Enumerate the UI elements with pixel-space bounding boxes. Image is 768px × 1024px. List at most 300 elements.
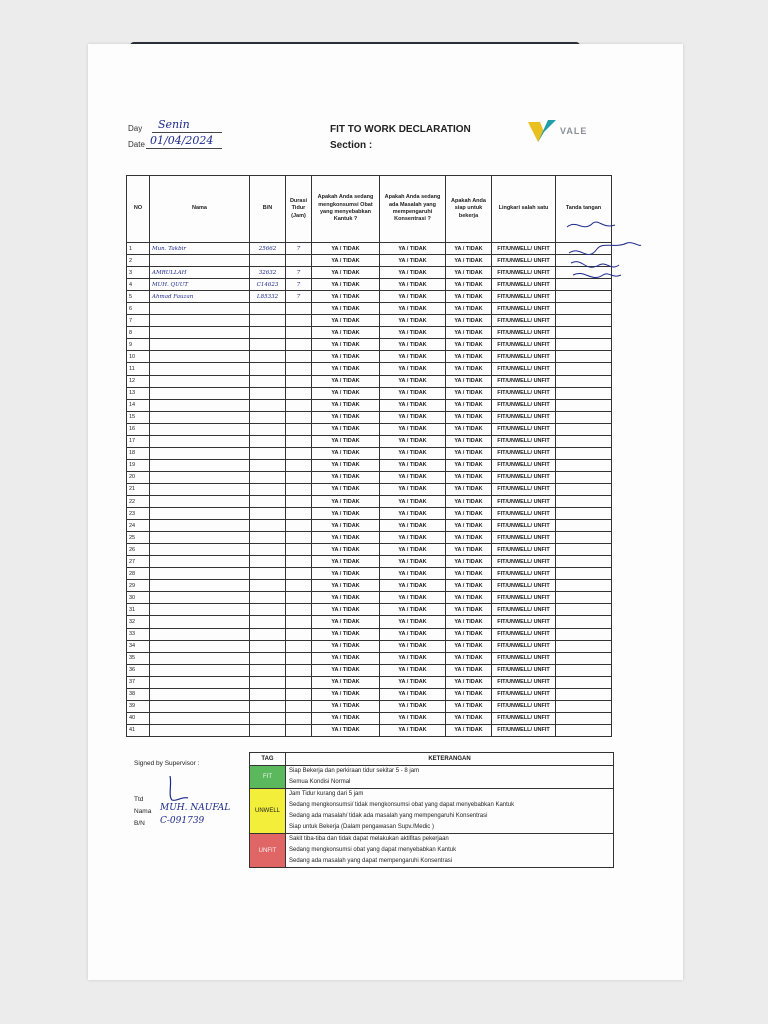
row-nama [150, 568, 250, 580]
supervisor-name-label: Nama [134, 808, 152, 815]
row-durasi: 7 [286, 291, 312, 303]
row-number: 4 [127, 279, 150, 291]
row-durasi [286, 664, 312, 676]
row-status-choice: FIT/UNWELL/ UNFIT [492, 279, 556, 291]
row-durasi [286, 700, 312, 712]
row-nama [150, 520, 250, 532]
row-obat-answer: YA / TIDAK [312, 243, 380, 255]
row-number: 23 [127, 508, 150, 520]
row-bn [250, 447, 286, 459]
row-masalah-answer: YA / TIDAK [380, 291, 446, 303]
row-bn [250, 700, 286, 712]
row-obat-answer: YA / TIDAK [312, 471, 380, 483]
row-siap-answer: YA / TIDAK [446, 303, 492, 315]
row-nama [150, 640, 250, 652]
row-nama [150, 592, 250, 604]
row-number: 32 [127, 616, 150, 628]
row-signature [556, 447, 612, 459]
row-status-choice: FIT/UNWELL/ UNFIT [492, 291, 556, 303]
row-durasi [286, 375, 312, 387]
row-siap-answer: YA / TIDAK [446, 580, 492, 592]
row-durasi [286, 363, 312, 375]
row-bn [250, 255, 286, 267]
row-nama: AMRULLAH [150, 267, 250, 279]
row-obat-answer: YA / TIDAK [312, 483, 380, 495]
row-number: 25 [127, 532, 150, 544]
row-number: 17 [127, 435, 150, 447]
row-siap-answer: YA / TIDAK [446, 327, 492, 339]
supervisor-bn-label: B/N [134, 820, 145, 827]
row-masalah-answer: YA / TIDAK [380, 508, 446, 520]
table-row [127, 616, 612, 628]
legend-line: Sakit tiba-tiba dan tidak dapat melakukan aktifitas pekerjaan [289, 836, 449, 842]
row-nama [150, 483, 250, 495]
row-bn [250, 351, 286, 363]
row-siap-answer: YA / TIDAK [446, 459, 492, 471]
supervisor-name-value: MUH. NAUFAL [160, 803, 231, 813]
row-nama [150, 508, 250, 520]
row-number: 21 [127, 483, 150, 495]
row-status-choice: FIT/UNWELL/ UNFIT [492, 556, 556, 568]
row-siap-answer: YA / TIDAK [446, 339, 492, 351]
row-number: 35 [127, 652, 150, 664]
row-masalah-answer: YA / TIDAK [380, 447, 446, 459]
row-number: 5 [127, 291, 150, 303]
row-status-choice: FIT/UNWELL/ UNFIT [492, 640, 556, 652]
legend-tag-fit: FIT [250, 766, 286, 789]
row-status-choice: FIT/UNWELL/ UNFIT [492, 399, 556, 411]
row-siap-answer: YA / TIDAK [446, 387, 492, 399]
row-siap-answer: YA / TIDAK [446, 688, 492, 700]
row-status-choice: FIT/UNWELL/ UNFIT [492, 459, 556, 471]
row-durasi: 7 [286, 279, 312, 291]
legend-row [250, 789, 614, 834]
row-obat-answer: YA / TIDAK [312, 628, 380, 640]
row-signature [556, 712, 612, 724]
row-bn [250, 616, 286, 628]
legend-line: Jam Tidur kurang dari 5 jam [289, 791, 364, 797]
row-number: 20 [127, 471, 150, 483]
row-obat-answer: YA / TIDAK [312, 616, 380, 628]
row-nama [150, 700, 250, 712]
row-masalah-answer: YA / TIDAK [380, 724, 446, 736]
row-nama [150, 664, 250, 676]
row-bn [250, 411, 286, 423]
row-status-choice: FIT/UNWELL/ UNFIT [492, 495, 556, 507]
row-bn [250, 676, 286, 688]
signature-scribbles [563, 219, 643, 289]
row-bn [250, 556, 286, 568]
row-masalah-answer: YA / TIDAK [380, 339, 446, 351]
row-signature [556, 508, 612, 520]
row-nama: Ahmad Fauzan [150, 291, 250, 303]
row-masalah-answer: YA / TIDAK [380, 411, 446, 423]
table-header-row [127, 176, 612, 243]
row-obat-answer: YA / TIDAK [312, 604, 380, 616]
row-durasi [286, 544, 312, 556]
row-status-choice: FIT/UNWELL/ UNFIT [492, 267, 556, 279]
row-durasi [286, 387, 312, 399]
row-signature [556, 556, 612, 568]
row-durasi [286, 423, 312, 435]
row-bn [250, 580, 286, 592]
row-durasi [286, 688, 312, 700]
row-signature [556, 291, 612, 303]
row-status-choice: FIT/UNWELL/ UNFIT [492, 604, 556, 616]
row-number: 27 [127, 556, 150, 568]
row-number: 13 [127, 387, 150, 399]
legend-description [286, 789, 614, 834]
table-row [127, 291, 612, 303]
day-underline [152, 132, 222, 133]
row-siap-answer: YA / TIDAK [446, 652, 492, 664]
row-durasi [286, 339, 312, 351]
date-underline [146, 148, 222, 149]
ttd-label: Ttd [134, 796, 144, 803]
row-obat-answer: YA / TIDAK [312, 399, 380, 411]
row-number: 37 [127, 676, 150, 688]
table-row [127, 712, 612, 724]
row-siap-answer: YA / TIDAK [446, 471, 492, 483]
row-masalah-answer: YA / TIDAK [380, 243, 446, 255]
legend-tag-header: TAG [250, 753, 286, 766]
row-signature [556, 628, 612, 640]
row-status-choice: FIT/UNWELL/ UNFIT [492, 339, 556, 351]
row-signature [556, 520, 612, 532]
row-durasi [286, 568, 312, 580]
col-header: Tanda tangan [556, 176, 612, 243]
row-signature [556, 375, 612, 387]
row-number: 39 [127, 700, 150, 712]
row-obat-answer: YA / TIDAK [312, 508, 380, 520]
row-status-choice: FIT/UNWELL/ UNFIT [492, 411, 556, 423]
row-masalah-answer: YA / TIDAK [380, 568, 446, 580]
table-row [127, 580, 612, 592]
row-obat-answer: YA / TIDAK [312, 544, 380, 556]
table-row [127, 652, 612, 664]
row-nama [150, 351, 250, 363]
row-siap-answer: YA / TIDAK [446, 676, 492, 688]
row-obat-answer: YA / TIDAK [312, 435, 380, 447]
row-status-choice: FIT/UNWELL/ UNFIT [492, 664, 556, 676]
row-siap-answer: YA / TIDAK [446, 315, 492, 327]
row-nama [150, 628, 250, 640]
legend-description [286, 834, 614, 868]
row-signature [556, 483, 612, 495]
table-row [127, 508, 612, 520]
row-siap-answer: YA / TIDAK [446, 279, 492, 291]
row-masalah-answer: YA / TIDAK [380, 267, 446, 279]
row-masalah-answer: YA / TIDAK [380, 592, 446, 604]
row-durasi [286, 411, 312, 423]
row-signature [556, 339, 612, 351]
row-masalah-answer: YA / TIDAK [380, 520, 446, 532]
row-durasi [286, 255, 312, 267]
row-obat-answer: YA / TIDAK [312, 676, 380, 688]
row-obat-answer: YA / TIDAK [312, 556, 380, 568]
legend-keterangan-header: KETERANGAN [286, 753, 614, 766]
row-siap-answer: YA / TIDAK [446, 483, 492, 495]
row-signature [556, 351, 612, 363]
row-siap-answer: YA / TIDAK [446, 423, 492, 435]
row-durasi [286, 435, 312, 447]
row-masalah-answer: YA / TIDAK [380, 279, 446, 291]
table-row [127, 303, 612, 315]
row-nama [150, 327, 250, 339]
row-obat-answer: YA / TIDAK [312, 580, 380, 592]
table-row [127, 568, 612, 580]
row-signature [556, 363, 612, 375]
table-row [127, 315, 612, 327]
row-nama [150, 495, 250, 507]
supervisor-signature [164, 774, 194, 804]
row-nama [150, 423, 250, 435]
row-bn [250, 375, 286, 387]
row-masalah-answer: YA / TIDAK [380, 640, 446, 652]
table-row [127, 700, 612, 712]
row-siap-answer: YA / TIDAK [446, 267, 492, 279]
table-row [127, 375, 612, 387]
row-number: 28 [127, 568, 150, 580]
row-obat-answer: YA / TIDAK [312, 592, 380, 604]
row-obat-answer: YA / TIDAK [312, 532, 380, 544]
row-siap-answer: YA / TIDAK [446, 399, 492, 411]
col-header: B/N [250, 176, 286, 243]
row-nama [150, 532, 250, 544]
table-row [127, 544, 612, 556]
row-masalah-answer: YA / TIDAK [380, 556, 446, 568]
row-durasi: 7 [286, 243, 312, 255]
row-obat-answer: YA / TIDAK [312, 315, 380, 327]
row-status-choice: FIT/UNWELL/ UNFIT [492, 652, 556, 664]
row-masalah-answer: YA / TIDAK [380, 303, 446, 315]
row-number: 11 [127, 363, 150, 375]
row-masalah-answer: YA / TIDAK [380, 459, 446, 471]
table-row [127, 640, 612, 652]
row-nama [150, 676, 250, 688]
table-row [127, 447, 612, 459]
row-durasi [286, 399, 312, 411]
row-number: 30 [127, 592, 150, 604]
row-status-choice: FIT/UNWELL/ UNFIT [492, 447, 556, 459]
row-nama [150, 652, 250, 664]
row-number: 2 [127, 255, 150, 267]
table-row [127, 279, 612, 291]
row-durasi [286, 640, 312, 652]
row-bn: 32632 [250, 267, 286, 279]
table-row [127, 435, 612, 447]
legend-row [250, 834, 614, 868]
row-durasi [286, 676, 312, 688]
row-number: 22 [127, 495, 150, 507]
table-row [127, 532, 612, 544]
declaration-sheet [88, 44, 683, 980]
row-nama [150, 255, 250, 267]
row-obat-answer: YA / TIDAK [312, 724, 380, 736]
row-masalah-answer: YA / TIDAK [380, 664, 446, 676]
table-row [127, 411, 612, 423]
row-nama [150, 387, 250, 399]
row-bn [250, 327, 286, 339]
row-obat-answer: YA / TIDAK [312, 363, 380, 375]
row-obat-answer: YA / TIDAK [312, 459, 380, 471]
row-nama [150, 724, 250, 736]
row-bn [250, 544, 286, 556]
row-siap-answer: YA / TIDAK [446, 351, 492, 363]
table-row [127, 255, 612, 267]
row-obat-answer: YA / TIDAK [312, 568, 380, 580]
row-nama [150, 604, 250, 616]
row-siap-answer: YA / TIDAK [446, 556, 492, 568]
row-durasi [286, 315, 312, 327]
row-number: 8 [127, 327, 150, 339]
row-masalah-answer: YA / TIDAK [380, 676, 446, 688]
row-status-choice: FIT/UNWELL/ UNFIT [492, 580, 556, 592]
row-status-choice: FIT/UNWELL/ UNFIT [492, 255, 556, 267]
row-durasi [286, 580, 312, 592]
row-bn [250, 592, 286, 604]
row-obat-answer: YA / TIDAK [312, 387, 380, 399]
row-number: 1 [127, 243, 150, 255]
row-signature [556, 676, 612, 688]
row-durasi [286, 532, 312, 544]
row-bn [250, 628, 286, 640]
table-row [127, 688, 612, 700]
day-value: Senin [158, 118, 190, 131]
row-signature [556, 387, 612, 399]
legend-line: Sedang mengkonsumsi/ tidak mengkonsumsi obat yang dapat menyebabkan Kantuk [289, 802, 515, 808]
row-masalah-answer: YA / TIDAK [380, 375, 446, 387]
row-signature [556, 459, 612, 471]
row-bn [250, 399, 286, 411]
col-header: Apakah Anda sedang mengkonsumsi Obat yang menyebabkan Kantuk ? [312, 176, 380, 243]
row-masalah-answer: YA / TIDAK [380, 700, 446, 712]
row-masalah-answer: YA / TIDAK [380, 435, 446, 447]
col-header: Apakah Anda siap untuk bekerja [446, 176, 492, 243]
row-number: 18 [127, 447, 150, 459]
row-bn [250, 435, 286, 447]
row-status-choice: FIT/UNWELL/ UNFIT [492, 375, 556, 387]
row-siap-answer: YA / TIDAK [446, 532, 492, 544]
col-header: Lingkari salah satu [492, 176, 556, 243]
legend-table [249, 752, 614, 868]
row-number: 3 [127, 267, 150, 279]
row-obat-answer: YA / TIDAK [312, 327, 380, 339]
row-status-choice: FIT/UNWELL/ UNFIT [492, 616, 556, 628]
row-signature [556, 327, 612, 339]
row-status-choice: FIT/UNWELL/ UNFIT [492, 628, 556, 640]
row-nama [150, 435, 250, 447]
table-row [127, 459, 612, 471]
row-obat-answer: YA / TIDAK [312, 411, 380, 423]
row-durasi [286, 495, 312, 507]
row-signature [556, 423, 612, 435]
row-status-choice: FIT/UNWELL/ UNFIT [492, 303, 556, 315]
row-siap-answer: YA / TIDAK [446, 628, 492, 640]
section-label: Section : [330, 140, 373, 151]
row-number: 36 [127, 664, 150, 676]
table-row [127, 520, 612, 532]
row-nama [150, 616, 250, 628]
row-signature [556, 544, 612, 556]
row-masalah-answer: YA / TIDAK [380, 652, 446, 664]
row-obat-answer: YA / TIDAK [312, 495, 380, 507]
legend-description [286, 766, 614, 789]
declaration-table [126, 175, 612, 737]
row-siap-answer: YA / TIDAK [446, 700, 492, 712]
legend-line: Sedang ada masalah yang dapat mempengaruhi Konsentrasi [289, 858, 453, 864]
row-status-choice: FIT/UNWELL/ UNFIT [492, 700, 556, 712]
row-bn [250, 712, 286, 724]
page-title: FIT TO WORK DECLARATION [330, 124, 471, 135]
row-durasi [286, 652, 312, 664]
row-masalah-answer: YA / TIDAK [380, 532, 446, 544]
row-bn: L85332 [250, 291, 286, 303]
row-obat-answer: YA / TIDAK [312, 303, 380, 315]
row-number: 9 [127, 339, 150, 351]
row-status-choice: FIT/UNWELL/ UNFIT [492, 363, 556, 375]
row-status-choice: FIT/UNWELL/ UNFIT [492, 435, 556, 447]
row-obat-answer: YA / TIDAK [312, 339, 380, 351]
row-bn [250, 459, 286, 471]
row-obat-answer: YA / TIDAK [312, 700, 380, 712]
legend-line: Siap untuk Bekerja (Dalam pengawasan Supv./Medic ) [289, 824, 434, 830]
row-siap-answer: YA / TIDAK [446, 712, 492, 724]
table-row [127, 471, 612, 483]
row-number: 24 [127, 520, 150, 532]
row-status-choice: FIT/UNWELL/ UNFIT [492, 520, 556, 532]
table-row [127, 399, 612, 411]
row-bn [250, 652, 286, 664]
row-signature [556, 700, 612, 712]
row-status-choice: FIT/UNWELL/ UNFIT [492, 327, 556, 339]
row-number: 10 [127, 351, 150, 363]
row-bn [250, 688, 286, 700]
row-nama [150, 471, 250, 483]
row-bn [250, 339, 286, 351]
row-nama [150, 315, 250, 327]
row-number: 34 [127, 640, 150, 652]
row-masalah-answer: YA / TIDAK [380, 363, 446, 375]
row-masalah-answer: YA / TIDAK [380, 471, 446, 483]
legend-line: Sedang mengkonsumsi obat yang dapat menyebabkan Kantuk [289, 847, 457, 853]
row-status-choice: FIT/UNWELL/ UNFIT [492, 471, 556, 483]
row-durasi [286, 604, 312, 616]
row-status-choice: FIT/UNWELL/ UNFIT [492, 351, 556, 363]
row-bn [250, 303, 286, 315]
row-siap-answer: YA / TIDAK [446, 592, 492, 604]
row-number: 15 [127, 411, 150, 423]
row-signature [556, 532, 612, 544]
row-obat-answer: YA / TIDAK [312, 279, 380, 291]
row-signature [556, 399, 612, 411]
row-obat-answer: YA / TIDAK [312, 652, 380, 664]
row-number: 12 [127, 375, 150, 387]
col-header: NO [127, 176, 150, 243]
row-obat-answer: YA / TIDAK [312, 520, 380, 532]
row-masalah-answer: YA / TIDAK [380, 688, 446, 700]
row-obat-answer: YA / TIDAK [312, 640, 380, 652]
row-status-choice: FIT/UNWELL/ UNFIT [492, 568, 556, 580]
row-number: 40 [127, 712, 150, 724]
row-obat-answer: YA / TIDAK [312, 267, 380, 279]
row-number: 7 [127, 315, 150, 327]
row-durasi [286, 351, 312, 363]
row-obat-answer: YA / TIDAK [312, 351, 380, 363]
row-nama [150, 411, 250, 423]
row-nama [150, 459, 250, 471]
row-nama [150, 447, 250, 459]
